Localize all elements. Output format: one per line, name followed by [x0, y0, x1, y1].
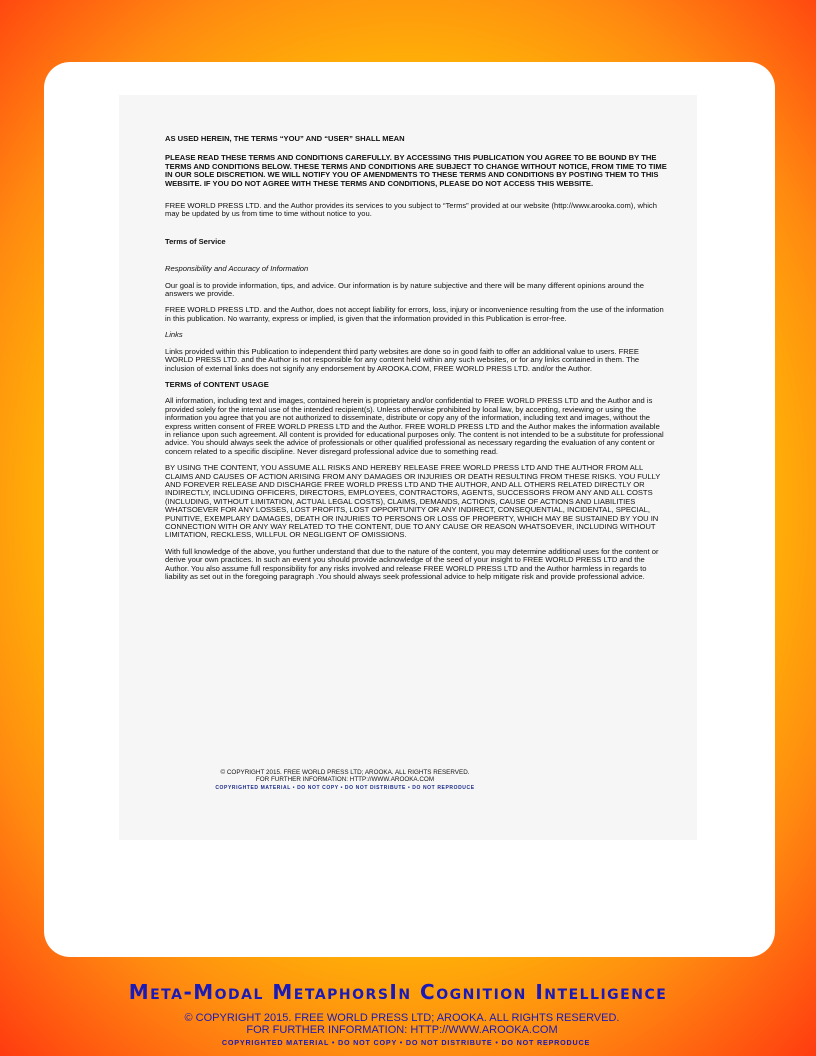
links-heading: Links: [165, 330, 183, 340]
banner-copyright-block: [0, 1012, 804, 1036]
footer-info: FOR FURTHER INFORMATION: HTTP://WWW.AROOKA.COM: [255, 776, 435, 784]
page-card: [44, 62, 775, 957]
responsibility-heading: Responsibility and Accuracy of Information: [165, 264, 309, 274]
banner-warning: COPYRIGHTED MATERIAL • DO NOT COPY • DO NOT DISTRIBUTE • DO NOT REPRODUCE: [221, 1038, 591, 1047]
document-body: [165, 135, 667, 581]
terms-of-service-heading: Terms of Service: [165, 236, 226, 246]
banner-title: Meta-Modal MetaphorsIn Cognition Intelligence: [128, 980, 668, 1004]
banner-info: FOR FURTHER INFORMATION: HTTP://WWW.AROOKA.COM: [246, 1024, 558, 1036]
intro-paragraph: FREE WORLD PRESS LTD. and the Author provides its services to you subject to “Terms” provided at our website (http://www.arooka.com), which may be updated by us from time to time without notice to you.: [165, 201, 657, 219]
terms-definition-heading: AS USED HEREIN, THE TERMS “YOU” AND “USER” SHALL MEAN: [165, 134, 405, 143]
knowledge-paragraph: With full knowledge of the above, you further understand that due to the nature of the content, you may determine additional uses for the content or derive your own practices. In such an event you should provide acknowledge of the seed of your insight to FREE WORLD PRESS LTD and the Author. You also assume full responsibility for any risks involved and release FREE WORLD PRESS LTD and the Author harmless in regards to liability as set out in the foregoing paragraph .You should always seek professional advice to help mitigate risk and provide professional advice.: [165, 546, 659, 582]
banner-copyright: © COPYRIGHT 2015. FREE WORLD PRESS LTD; AROOKA. ALL RIGHTS RESERVED.: [184, 1012, 620, 1024]
risk-release-paragraph: BY USING THE CONTENT, YOU ASSUME ALL RISKS AND HEREBY RELEASE FREE WORLD PRESS LTD AND THE AUTHOR FROM ALL CLAIMS AND CAUSES OF ACTION ARISING FROM ANY DAMAGES OR INJURIES OR DEATH RESULTING FROM THESE RISKS. YOU FULLY AND FOREVER RELEASE AND DISCHARGE FREE WORLD PRESS LTD AND THE AUTHOR, AND ALL OTHERS RELATED DIRECTLY OR INDIRECTLY, INCLUDING OFFICERS, DIRECTORS, EMPLOYEES, CONTRACTORS, AGENTS, SUCCESSORS FROM ANY AND ALL COSTS (INCLUDING, WITHOUT LIMITATION, ACTUAL LEGAL COSTS), CLAIMS, DEMANDS, ACTIONS, CAUSE OF ACTIONS AND LIABILITIES WHATSOEVER FOR ANY LOSSES, LOST PROFITS, LOST OPPORTUNITY OR ANY INDIRECT, CONSEQUENTIAL, INCIDENTAL, SPECIAL, PUNITIVE, EXEMPLARY DAMAGES, DEATH OR INJURIES TO PERSONS OR LOSS OF PROPERTY, WHICH MAY BE SUSTAINED BY YOU IN CONNECTION WITH OR ANY WAY RELATED TO THE CONTENT, DUE TO ANY CAUSE OR REASON WHATSOEVER, INCLUDING WITHOUT LIMITATION, RECKLESS, WILLFUL OR NEGLIGENT OF OMISSIONS.: [165, 463, 661, 540]
liability-paragraph: FREE WORLD PRESS LTD. and the Author, does not accept liability for errors, loss, injury or inconvenience resulting from the use of the information in this publication. No warranty, express or implied, is given that the information provided in this Publication is error-free.: [165, 305, 664, 323]
agreement-notice: PLEASE READ THESE TERMS AND CONDITIONS CAREFULLY. BY ACCESSING THIS PUBLICATION YOU AGREE TO BE BOUND BY THE TERMS AND CONDITIONS BELOW. THESE TERMS AND CONDITIONS ARE SUBJECT TO CHANGE WITHOUT NOTICE, FROM TIME TO TIME IN OUR SOLE DISCRETION. WE WILL NOTIFY YOU OF AMENDMENTS TO THESE TERMS AND CONDITIONS BY POSTING THEM TO THIS WEBSITE. IF YOU DO NOT AGREE WITH THESE TERMS AND CONDITIONS, PLEASE DO NOT ACCESS THIS WEBSITE.: [165, 153, 667, 188]
links-paragraph: Links provided within this Publication to independent third party websites are done so in good faith to offer an additional value to users. FREE WORLD PRESS LTD. and the Author is not responsible for any content held within any such websites, or for any links contained in them. The inclusion of external links does not signify any endorsement by AROOKA.COM, FREE WORLD PRESS LTD. and/or the Author.: [165, 346, 640, 373]
footer-warning: COPYRIGHTED MATERIAL • DO NOT COPY • DO NOT DISTRIBUTE • DO NOT REPRODUCE: [215, 784, 475, 791]
document-sheet: [119, 95, 697, 840]
content-usage-paragraph: All information, including text and images, contained herein is proprietary and/or confidential to FREE WORLD PRESS LTD and the Author and is provided solely for the internal use of the intended recipient(s). Unless otherwise prohibited by local law, by accepting, reviewing or using the information you agree that you are not authorized to disseminate, distribute or copy any of the information, including text and images, without the express written consent of FREE WORLD PRESS LTD and the Author. FREE WORLD PRESS LTD and the Author makes the information available in reliance upon such agreement. All content is provided for educational purposes only. The content is not intended to be a substitute for professional advice. You should always seek the advice of professionals or other qualified professional as necessary regarding the evaluation of any content or concern related to a specific discipline. Never disregard professional advice due to something read.: [165, 396, 664, 456]
goal-paragraph: Our goal is to provide information, tips, and advice. Our information is by nature subjective and there will be many different opinions around the answers we provide.: [165, 280, 644, 299]
footer-copyright: © COPYRIGHT 2015. FREE WORLD PRESS LTD; AROOKA. ALL RIGHTS RESERVED.: [220, 769, 470, 776]
document-footer: [119, 769, 571, 792]
content-usage-heading: TERMS of CONTENT USAGE: [165, 379, 269, 389]
